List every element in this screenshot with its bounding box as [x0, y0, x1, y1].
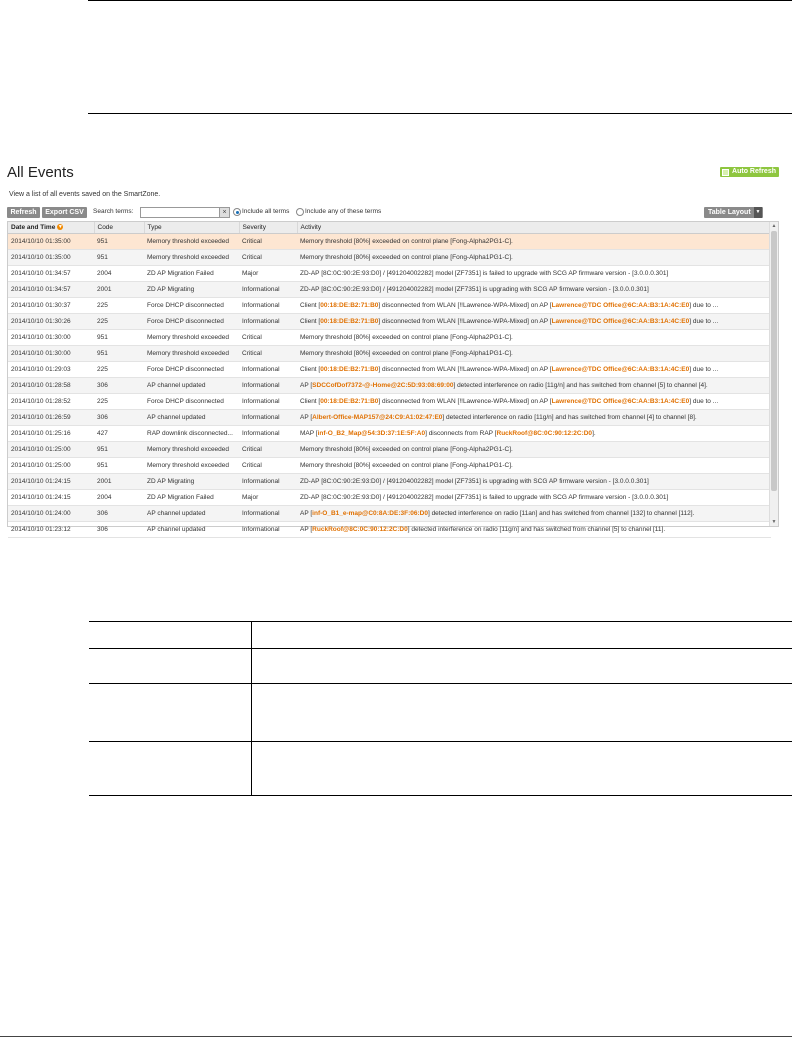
cell-severity: Informational: [239, 394, 297, 410]
table-scrollbar[interactable]: [769, 222, 778, 526]
cell-code: 225: [94, 298, 144, 314]
table-row[interactable]: [8, 234, 771, 250]
auto-refresh-label: Auto Refresh: [732, 168, 776, 175]
cell-date: 2014/10/10 01:30:00: [8, 346, 94, 362]
cell-date: 2014/10/10 01:29:03: [8, 362, 94, 378]
activity-text: AP [: [300, 382, 313, 389]
table-row[interactable]: [8, 506, 771, 522]
activity-text: AP [: [300, 526, 313, 533]
activity-text: ] disconnected from WLAN [!!Lawrence-WPA-Mixed] on AP [: [378, 318, 552, 325]
cell-date: 2014/10/10 01:34:57: [8, 282, 94, 298]
activity-text: ] due to ...: [689, 366, 719, 373]
cell-severity: Informational: [239, 506, 297, 522]
activity-text: Memory threshold [80%] exceeded on control plane [Fong-Alpha1PG1-C].: [300, 254, 513, 261]
column-header-label: Date and Time: [11, 224, 56, 231]
activity-text: ] due to ...: [689, 398, 719, 405]
activity-link[interactable]: Lawrence@TDC Office@6C:AA:B3:1A:4C:E0: [551, 398, 690, 405]
cell-date: 2014/10/10 01:28:52: [8, 394, 94, 410]
cell-activity: [297, 330, 771, 346]
cell-severity: Informational: [239, 362, 297, 378]
table-row[interactable]: [8, 458, 771, 474]
activity-text: ] disconnects from RAP [: [425, 430, 497, 437]
cell-code: 306: [94, 506, 144, 522]
page-footer-rule: [0, 1036, 792, 1037]
all-events-screenshot: [7, 164, 779, 533]
cell-type: ZD AP Migration Failed: [144, 490, 239, 506]
table-row[interactable]: [8, 250, 771, 266]
column-header-type[interactable]: Type: [144, 222, 239, 234]
cell-activity: [297, 298, 771, 314]
doc-table-column-divider: [251, 621, 252, 795]
cell-activity: [297, 282, 771, 298]
table-row[interactable]: [8, 394, 771, 410]
cell-type: ZD AP Migrating: [144, 474, 239, 490]
cell-type: Memory threshold exceeded: [144, 442, 239, 458]
cell-code: 427: [94, 426, 144, 442]
cell-activity: [297, 522, 771, 538]
cell-type: RAP downlink disconnected...: [144, 426, 239, 442]
activity-text: Memory threshold [80%] exceeded on control plane [Fong-Alpha2PG1-C].: [300, 446, 513, 453]
cell-type: Memory threshold exceeded: [144, 346, 239, 362]
table-row[interactable]: [8, 490, 771, 506]
cell-type: Force DHCP disconnected: [144, 298, 239, 314]
activity-text: Client [: [300, 302, 321, 309]
cell-activity: [297, 266, 771, 282]
cell-code: 306: [94, 378, 144, 394]
auto-refresh-toggle[interactable]: [720, 167, 779, 177]
activity-text: Client [: [300, 398, 321, 405]
cell-activity: [297, 378, 771, 394]
search-input[interactable]: [140, 207, 220, 218]
table-row[interactable]: [8, 410, 771, 426]
cell-type: Force DHCP disconnected: [144, 362, 239, 378]
cell-code: 2004: [94, 490, 144, 506]
cell-date: 2014/10/10 01:30:37: [8, 298, 94, 314]
events-toolbar: [7, 207, 764, 219]
activity-text: ] detected interference on radio [11an] and has switched from channel [132] to channel [112].: [427, 510, 695, 517]
cell-code: 951: [94, 234, 144, 250]
column-header-severity[interactable]: Severity: [239, 222, 297, 234]
cell-code: 2001: [94, 282, 144, 298]
cell-activity: [297, 506, 771, 522]
table-row[interactable]: [8, 426, 771, 442]
cell-severity: Major: [239, 490, 297, 506]
cell-severity: Informational: [239, 314, 297, 330]
activity-link[interactable]: inf-O_B1_e-map@C0:8A:DE:3F:06:D0: [312, 510, 428, 517]
cell-severity: Informational: [239, 474, 297, 490]
cell-severity: Critical: [239, 442, 297, 458]
cell-type: AP channel updated: [144, 378, 239, 394]
column-header-activity[interactable]: Activity: [297, 222, 771, 234]
cell-activity: [297, 234, 771, 250]
cell-activity: [297, 394, 771, 410]
cell-code: 225: [94, 394, 144, 410]
activity-text: Memory threshold [80%] exceeded on control plane [Fong-Alpha1PG1-C].: [300, 462, 513, 469]
cell-date: 2014/10/10 01:25:16: [8, 426, 94, 442]
activity-text: AP [: [300, 510, 313, 517]
cell-code: 306: [94, 522, 144, 538]
activity-link[interactable]: 00:18:DE:B2:71:B0: [320, 318, 379, 325]
page-description: View a list of all events saved on the SmartZone.: [9, 191, 161, 198]
clear-search-icon[interactable]: ×: [219, 207, 230, 218]
cell-code: 306: [94, 410, 144, 426]
cell-date: 2014/10/10 01:24:15: [8, 474, 94, 490]
activity-link[interactable]: Lawrence@TDC Office@6C:AA:B3:1A:4C:E0: [551, 302, 690, 309]
cell-activity: [297, 362, 771, 378]
table-row[interactable]: [8, 442, 771, 458]
doc-table-rule: [89, 621, 792, 622]
cell-code: 951: [94, 250, 144, 266]
table-layout-label: Table Layout: [708, 209, 751, 216]
cell-activity: [297, 346, 771, 362]
activity-text: Client [: [300, 318, 321, 325]
cell-severity: Critical: [239, 250, 297, 266]
activity-text: ] detected interference on radio [11g/n] and has switched from channel [5] to channel [11].: [407, 526, 666, 533]
doc-table-rule: [89, 683, 792, 684]
activity-text: ].: [592, 430, 596, 437]
cell-severity: Informational: [239, 282, 297, 298]
cell-type: ZD AP Migration Failed: [144, 266, 239, 282]
activity-text: ] due to ...: [689, 318, 719, 325]
table-row[interactable]: [8, 346, 771, 362]
activity-link[interactable]: Lawrence@TDC Office@6C:AA:B3:1A:4C:E0: [551, 318, 690, 325]
cell-date: 2014/10/10 01:30:00: [8, 330, 94, 346]
cell-code: 225: [94, 314, 144, 330]
cell-code: 951: [94, 346, 144, 362]
activity-text: Memory threshold [80%] exceeded on control plane [Fong-Alpha1PG1-C].: [300, 350, 513, 357]
activity-text: Client [: [300, 366, 321, 373]
table-row[interactable]: [8, 282, 771, 298]
cell-activity: [297, 250, 771, 266]
cell-activity: [297, 442, 771, 458]
cell-date: 2014/10/10 01:26:59: [8, 410, 94, 426]
cell-code: 951: [94, 442, 144, 458]
sort-desc-icon: ▼: [57, 224, 63, 231]
activity-link[interactable]: 00:18:DE:B2:71:B0: [320, 302, 379, 309]
scrollbar-thumb[interactable]: [771, 231, 777, 491]
activity-link[interactable]: inf-O_B2_Map@54:3D:37:1E:5F:A0: [317, 430, 426, 437]
cell-severity: Informational: [239, 410, 297, 426]
activity-text: MAP [: [300, 430, 318, 437]
cell-activity: [297, 426, 771, 442]
page-top-rule: [88, 0, 792, 1]
column-header-code[interactable]: Code: [94, 222, 144, 234]
cell-code: 951: [94, 330, 144, 346]
cell-date: 2014/10/10 01:24:15: [8, 490, 94, 506]
activity-link[interactable]: Albert-Office-MAP157@24:C9:A1:02:47:E0: [312, 414, 443, 421]
cell-type: Memory threshold exceeded: [144, 250, 239, 266]
cell-type: Force DHCP disconnected: [144, 314, 239, 330]
include-all-label: Include all terms: [242, 208, 290, 215]
include-all-radio[interactable]: [233, 208, 241, 216]
cell-type: AP channel updated: [144, 506, 239, 522]
column-header-date[interactable]: [8, 222, 94, 234]
table-row[interactable]: [8, 298, 771, 314]
table-header-row: [8, 222, 771, 234]
activity-text: AP [: [300, 414, 313, 421]
cell-type: Memory threshold exceeded: [144, 458, 239, 474]
scroll-up-icon[interactable]: ▲: [771, 223, 777, 229]
activity-text: Memory threshold [80%] exceeded on control plane [Fong-Alpha2PG1-C].: [300, 238, 513, 245]
activity-text: ] detected interference on radio [11g/n] and has switched from channel [5] to channel [4].: [453, 382, 708, 389]
cell-severity: Critical: [239, 458, 297, 474]
activity-text: Memory threshold [80%] exceeded on control plane [Fong-Alpha2PG1-C].: [300, 334, 513, 341]
cell-type: ZD AP Migrating: [144, 282, 239, 298]
table-row[interactable]: [8, 474, 771, 490]
activity-text: ] detected interference on radio [11g/n] and has switched from channel [4] to channel [8].: [442, 414, 697, 421]
cell-date: 2014/10/10 01:30:26: [8, 314, 94, 330]
activity-link[interactable]: Lawrence@TDC Office@6C:AA:B3:1A:4C:E0: [551, 366, 690, 373]
activity-link[interactable]: 00:18:DE:B2:71:B0: [320, 398, 379, 405]
cell-date: 2014/10/10 01:25:00: [8, 458, 94, 474]
activity-text: ZD-AP [8C:0C:90:2E:93:D0] / [491204002282] model [ZF7351] is failed to upgrade with SCG AP firmware version - [3.0.0.0.301]: [300, 494, 669, 501]
refresh-button[interactable]: Refresh: [7, 207, 40, 218]
toggle-indicator-icon: [722, 169, 729, 176]
cell-severity: Critical: [239, 330, 297, 346]
cell-severity: Critical: [239, 346, 297, 362]
doc-table-rule: [89, 795, 792, 796]
table-row[interactable]: [8, 266, 771, 282]
cell-type: Memory threshold exceeded: [144, 234, 239, 250]
activity-text: ] disconnected from WLAN [!!Lawrence-WPA-Mixed] on AP [: [378, 366, 552, 373]
cell-severity: Informational: [239, 298, 297, 314]
cell-date: 2014/10/10 01:35:00: [8, 250, 94, 266]
activity-text: ] disconnected from WLAN [!!Lawrence-WPA-Mixed] on AP [: [378, 302, 552, 309]
events-table-body: [8, 234, 771, 538]
scroll-down-icon[interactable]: ▼: [771, 519, 777, 525]
table-row[interactable]: [8, 330, 771, 346]
doc-table-rule: [89, 648, 792, 649]
activity-link[interactable]: 00:18:DE:B2:71:B0: [320, 366, 379, 373]
cell-activity: [297, 314, 771, 330]
cell-severity: Informational: [239, 378, 297, 394]
activity-link[interactable]: RuckRoof@8C:0C:90:12:2C:D0: [496, 430, 593, 437]
cell-date: 2014/10/10 01:25:00: [8, 442, 94, 458]
activity-link[interactable]: RuckRoof@8C:0C:90:12:2C:D0: [312, 526, 408, 533]
table-row[interactable]: [8, 522, 771, 538]
cell-code: 2004: [94, 266, 144, 282]
cell-date: 2014/10/10 01:23:12: [8, 522, 94, 538]
chevron-down-icon: ▼: [754, 207, 762, 218]
table-layout-button[interactable]: [704, 207, 763, 218]
include-any-radio[interactable]: [296, 208, 304, 216]
table-row[interactable]: [8, 378, 771, 394]
table-row[interactable]: [8, 362, 771, 378]
include-any-label: Include any of these terms: [305, 208, 382, 215]
cell-activity: [297, 490, 771, 506]
activity-text: ] disconnected from WLAN [!!Lawrence-WPA-Mixed] on AP [: [378, 398, 552, 405]
export-csv-button[interactable]: Export CSV: [42, 207, 87, 218]
table-row[interactable]: [8, 314, 771, 330]
events-table: [8, 222, 772, 538]
cell-severity: Critical: [239, 234, 297, 250]
cell-type: Force DHCP disconnected: [144, 394, 239, 410]
cell-type: AP channel updated: [144, 522, 239, 538]
cell-activity: [297, 410, 771, 426]
cell-severity: Informational: [239, 426, 297, 442]
activity-text: ZD-AP [8C:0C:90:2E:93:D0] / [491204002282] model [ZF7351] is failed to upgrade with SCG AP firmware version - [3.0.0.0.301]: [300, 270, 669, 277]
activity-text: ZD-AP [8C:0C:90:2E:93:D0] / [491204002282] model [ZF7351] is upgrading with SCG AP firmware version - [3.0.0.0.301]: [300, 478, 649, 485]
cell-date: 2014/10/10 01:34:57: [8, 266, 94, 282]
cell-severity: Major: [239, 266, 297, 282]
cell-code: 2001: [94, 474, 144, 490]
cell-severity: Informational: [239, 522, 297, 538]
search-label: Search terms:: [93, 208, 134, 215]
cell-type: Memory threshold exceeded: [144, 330, 239, 346]
page-header-rule: [88, 113, 792, 114]
doc-table-rule: [89, 741, 792, 742]
cell-activity: [297, 458, 771, 474]
cell-date: 2014/10/10 01:35:00: [8, 234, 94, 250]
cell-date: 2014/10/10 01:28:58: [8, 378, 94, 394]
cell-code: 951: [94, 458, 144, 474]
events-table-container: [7, 221, 779, 533]
activity-text: ] due to ...: [689, 302, 719, 309]
cell-code: 225: [94, 362, 144, 378]
cell-date: 2014/10/10 01:24:00: [8, 506, 94, 522]
cell-activity: [297, 474, 771, 490]
page-title: All Events: [7, 164, 74, 181]
cell-type: AP channel updated: [144, 410, 239, 426]
activity-text: ZD-AP [8C:0C:90:2E:93:D0] / [491204002282] model [ZF7351] is upgrading with SCG AP firmware version - [3.0.0.0.301]: [300, 286, 649, 293]
activity-link[interactable]: SDCCofDof7372-@-Home@2C:5D:93:08:69:00: [312, 382, 454, 389]
